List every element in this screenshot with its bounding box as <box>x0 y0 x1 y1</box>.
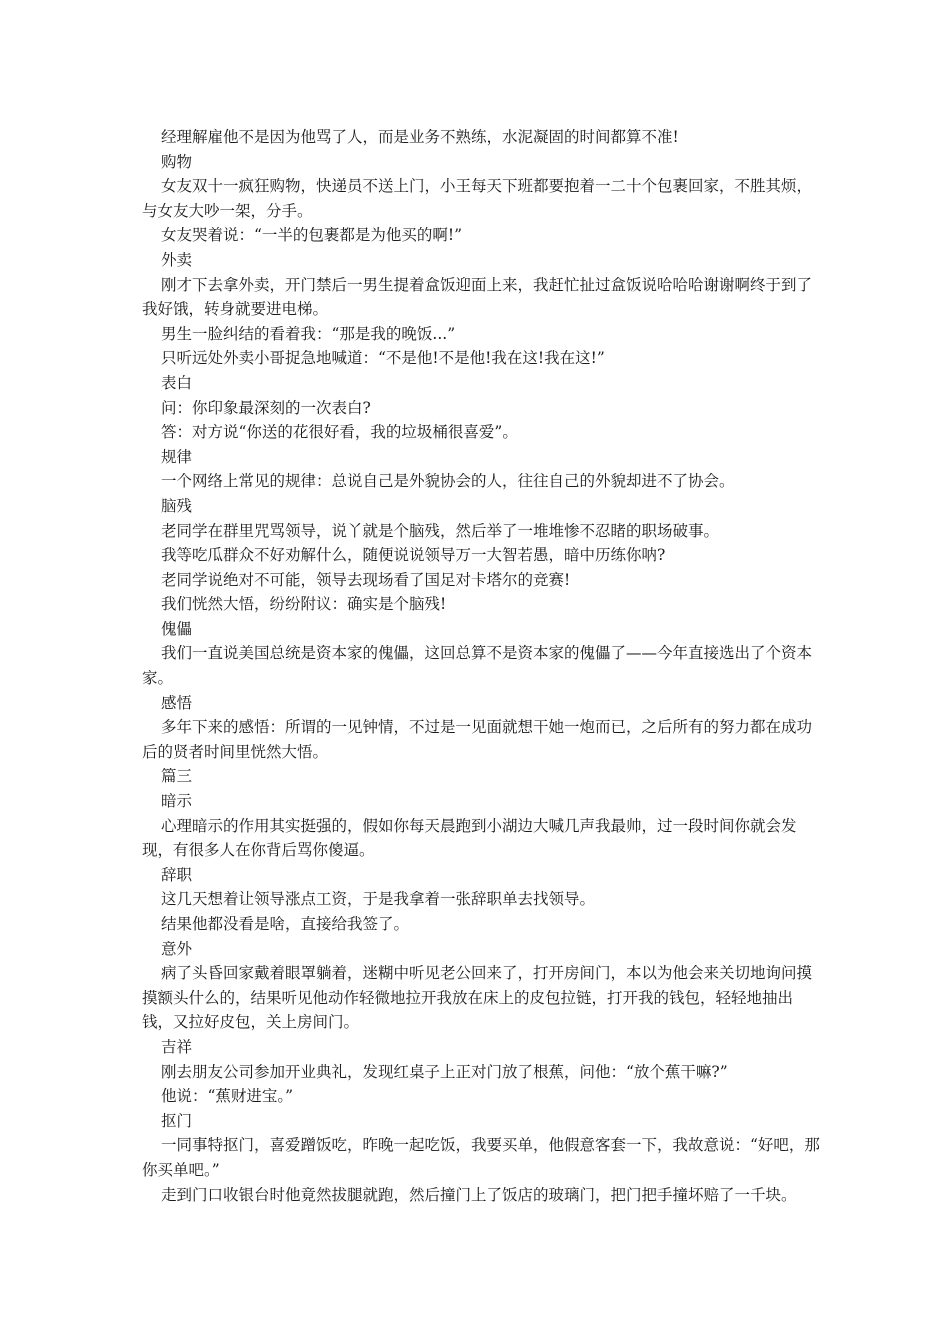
paragraph: 刚去朋友公司参加开业典礼，发现红桌子上正对门放了根蕉，问他：“放个蕉干嘛?” <box>161 1062 728 1081</box>
paragraph: 一同事特抠门，喜爱蹭饭吃，昨晚一起吃饭，我要买单，他假意客套一下，我故意说：“好吧，那你买单吧。” <box>142 1136 820 1179</box>
paragraph: 走到门口收银台时他竟然拔腿就跑，然后撞门上了饭店的玻璃门，把门把手撞坏赔了一千块。 <box>161 1185 797 1204</box>
paragraph: 一个网络上常见的规律：总说自己是外貌协会的人，往往自己的外貌却进不了协会。 <box>161 472 735 491</box>
section-heading: 规律 <box>161 447 193 466</box>
section-heading: 傀儡 <box>161 619 193 638</box>
paragraph: 这几天想着让领导涨点工资，于是我拿着一张辞职单去找领导。 <box>161 890 596 909</box>
section-heading: 外卖 <box>161 250 193 269</box>
paragraph: 多年下来的感悟：所谓的一见钟情，不过是一见面就想干她一炮而已，之后所有的努力都在成功后的贤者时间里恍然大悟。 <box>142 718 813 761</box>
paragraph: 刚才下去拿外卖，开门禁后一男生提着盒饭迎面上来，我赶忙扯过盒饭说哈哈哈谢谢啊终于到了我好饿，转身就要进电梯。 <box>142 275 813 319</box>
paragraph: 他说：“蕉财进宝。” <box>161 1087 294 1106</box>
section-heading: 脑残 <box>161 496 193 515</box>
paragraph: 我们一直说美国总统是资本家的傀儡，这回总算不是资本家的傀儡了——今年直接选出了个资本家。 <box>142 644 813 688</box>
section-heading: 吉祥 <box>161 1037 193 1056</box>
paragraph: 我等吃瓜群众不好劝解什么，随便说说领导万一大智若愚，暗中历练你呐? <box>161 546 666 565</box>
section-heading: 表白 <box>161 373 193 392</box>
paragraph: 老同学说绝对不可能，领导去现场看了国足对卡塔尔的竞赛! <box>161 570 571 589</box>
paragraph: 问：你印象最深刻的一次表白? <box>161 398 371 417</box>
section-heading: 购物 <box>161 152 193 171</box>
paragraph: 女友双十一疯狂购物，快递员不送上门，小王每天下班都要抱着一二十个包裹回家，不胜其烦，与女友大吵一架，分手。 <box>142 177 813 220</box>
section-heading: 抠门 <box>161 1111 193 1130</box>
paragraph: 心理暗示的作用其实挺强的，假如你每天晨跑到小湖边大喊几声我最帅，过一段时间你就会发现，有很多人在你背后骂你傻逼。 <box>142 816 797 860</box>
paragraph: 我们恍然大悟，纷纷附议：确实是个脑残! <box>161 595 447 614</box>
section-heading: 暗示 <box>161 792 193 811</box>
section-heading: 感悟 <box>161 693 193 712</box>
section-heading: 意外 <box>161 939 193 958</box>
paragraph: 老同学在群里咒骂领导，说丫就是个脑残，然后举了一堆堆惨不忍睹的职场破事。 <box>161 521 720 540</box>
part-heading: 篇三 <box>161 767 193 786</box>
paragraph: 病了头昏回家戴着眼罩躺着，迷糊中听见老公回来了，打开房间门，本以为他会来关切地询问摸摸额头什么的，结果听见他动作轻微地拉开我放在床上的皮包拉链，打开我的钱包，轻轻地抽出钱，又拉好皮包，关上房间门。 <box>142 964 813 1032</box>
section-heading: 辞职 <box>161 865 193 884</box>
paragraph: 女友哭着说：“一半的包裹都是为他买的啊!” <box>161 226 463 245</box>
paragraph: 经理解雇他不是因为他骂了人，而是业务不熟练，水泥凝固的时间都算不准! <box>161 128 679 146</box>
paragraph: 答：对方说“你送的花很好看，我的垃圾桶很喜爱”。 <box>161 423 518 442</box>
paragraph: 结果他都没看是啥，直接给我签了。 <box>161 915 410 933</box>
paragraph: 只听远处外卖小哥捉急地喊道：“不是他!不是他!我在这!我在这!” <box>161 349 605 368</box>
paragraph: 男生一脸纠结的看着我：“那是我的晚饭...” <box>161 324 456 343</box>
document-body <box>142 125 822 1207</box>
